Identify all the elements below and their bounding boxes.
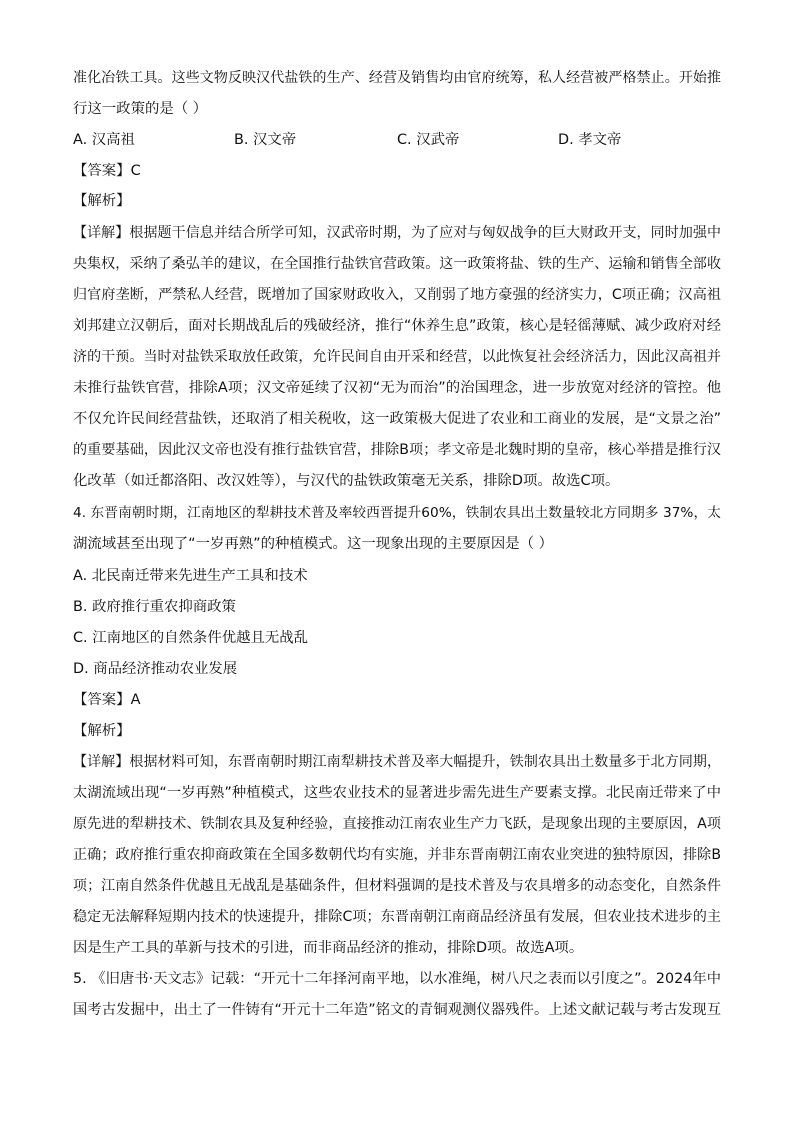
q4-explanation-line: 项；江南自然条件优越且无战乱是基础条件，但材料强调的是技术普及与农具增多的动态变化，自然条件 <box>73 878 721 894</box>
q3-option-c: C. 汉武帝 <box>397 132 460 148</box>
q3-stem-line-1: 准化冶铁工具。这些文物反映汉代盐铁的生产、经营及销售均由官府统筹，私人经营被严格禁止。开始推 <box>73 70 721 86</box>
q3-explanation-line: 不仅允许民间经营盐铁，还取消了相关税收，这一政策极大促进了农业和工商业的发展，是“文景之治” <box>73 411 721 427</box>
q4-option-b: B. 政府推行重农抑商政策 <box>73 599 236 615</box>
q3-analysis-label: 【解析】 <box>73 193 131 209</box>
q3-answer: 【答案】C <box>73 163 141 179</box>
q3-explanation-line: 【详解】根据题干信息并结合所学可知，汉武帝时期，为了应对与匈奴战争的巨大财政开支，同时加强中 <box>73 225 721 241</box>
q5-stem-line-1: 5. 《旧唐书·天文志》记载：“开元十二年择河南平地，以水准绳，树八尺之表而以引度之”。2024年中 <box>73 971 721 987</box>
q3-explanation-line: 济的干预。当时对盐铁采取放任政策，允许民间自由开采和经营，以此恢复社会经济活力，因此汉高祖并 <box>73 349 721 365</box>
q4-explanation-line: 稳定无法解释短期内技术的快速提升，排除C项；东晋南朝江南商品经济虽有发展，但农业技术进步的主 <box>73 909 721 925</box>
q3-explanation-line: 化改革（如迁都洛阳、改汉姓等），与汉代的盐铁政策毫无关系，排除D项。故选C项。 <box>73 473 620 489</box>
q3-option-d: D. 孝文帝 <box>558 132 622 148</box>
q3-option-b: B. 汉文帝 <box>234 132 297 148</box>
q3-explanation-line: 未推行盐铁官营，排除A项；汉文帝延续了汉初“无为而治”的治国理念，进一步放宽对经济的管控。他 <box>73 380 721 396</box>
q5-stem-line-2: 国考古发掘中，出土了一件铸有“开元十二年造”铭文的青铜观测仪器残件。上述文献记载与考古发现互 <box>73 1002 721 1018</box>
q3-stem-line-2: 行这一政策的是（ ） <box>73 101 208 117</box>
q3-explanation-line: 的重要基础，因此汉文帝也没有推行盐铁官营，排除B项；孝文帝是北魏时期的皇帝，核心举措是推行汉 <box>73 442 721 458</box>
q4-option-c: C. 江南地区的自然条件优越且无战乱 <box>73 630 309 646</box>
q3-explanation-line: 央集权，采纳了桑弘羊的建议，在全国推行盐铁官营政策。这一政策将盐、铁的生产、运输和销售全部收 <box>73 256 721 272</box>
q4-explanation-line: 因是生产工具的革新与技术的引进，而非商品经济的推动，排除D项。故选A项。 <box>73 940 584 956</box>
q3-explanation-line: 归官府垄断，严禁私人经营，既增加了国家财政收入，又削弱了地方豪强的经济实力，C项正确；汉高祖 <box>73 287 721 303</box>
q4-stem-line-1: 4. 东晋南朝时期，江南地区的犁耕技术普及率较西晋提升60%，铁制农具出土数量较北方同期多 37%，太 <box>73 505 721 521</box>
q4-explanation-line: 【详解】根据材料可知，东晋南朝时期江南犁耕技术普及率大幅提升，铁制农具出土数量多于北方同期， <box>73 754 721 770</box>
q4-answer: 【答案】A <box>73 692 141 708</box>
q4-explanation-line: 原先进的犁耕技术、铁制农具及复种经验，直接推动江南农业生产力飞跃，是现象出现的主要原因，A项 <box>73 816 721 832</box>
q3-option-a: A. 汉高祖 <box>73 132 135 148</box>
q3-explanation-line: 刘邦建立汉朝后，面对长期战乱后的残破经济，推行“休养生息”政策，核心是轻徭薄赋、减少政府对经 <box>73 318 721 334</box>
q4-stem-line-2: 湖流域甚至出现了“一岁再熟”的种植模式。这一现象出现的主要原因是（ ） <box>73 536 553 552</box>
q4-explanation-line: 正确；政府推行重农抑商政策在全国多数朝代均有实施，并非东晋南朝江南农业突进的独特原因，排除B <box>73 847 721 863</box>
q4-analysis-label: 【解析】 <box>73 723 131 739</box>
q4-option-a: A. 北民南迁带来先进生产工具和技术 <box>73 568 308 584</box>
q4-explanation-line: 太湖流域出现“一岁再熟”种植模式，这些农业技术的显著进步需先进生产要素支撑。北民南迁带来了中 <box>73 785 721 801</box>
q4-option-d: D. 商品经济推动农业发展 <box>73 661 238 677</box>
